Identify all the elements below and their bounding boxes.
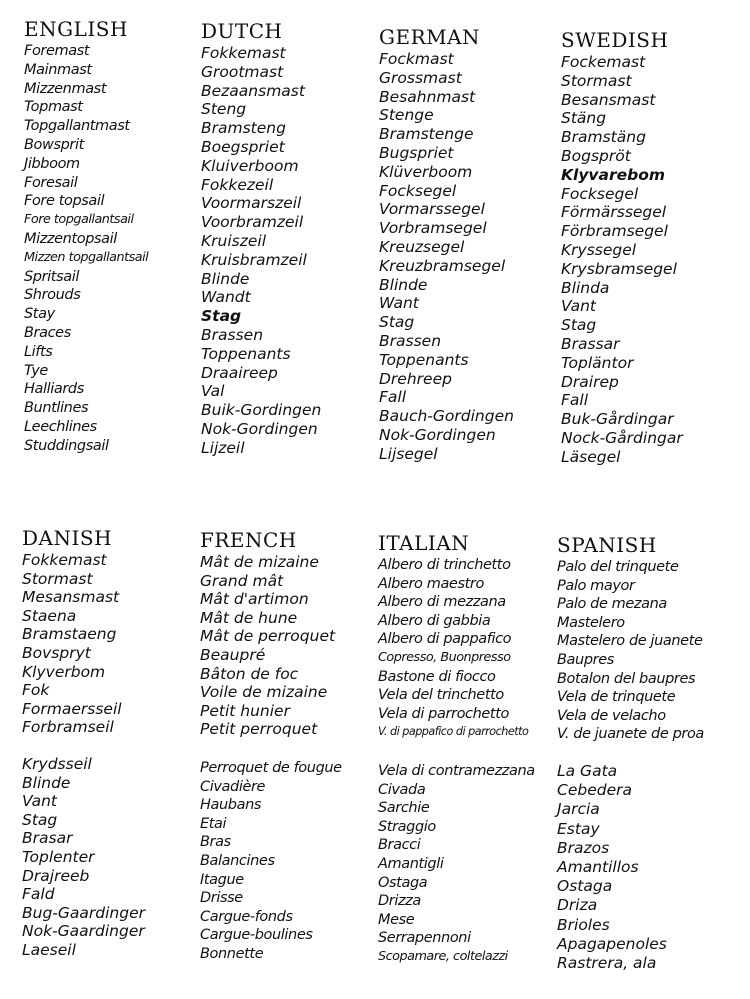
term: Spritsail bbox=[24, 268, 79, 285]
term: Brioles bbox=[557, 915, 610, 934]
term: Stag bbox=[561, 316, 597, 335]
term: Mât de hune bbox=[200, 608, 298, 627]
term: Kreuzbramsegel bbox=[379, 256, 506, 275]
term: Drehreep bbox=[379, 369, 452, 388]
term: Bras bbox=[200, 834, 231, 851]
term: Topläntor bbox=[561, 353, 634, 372]
term: Jibboom bbox=[24, 155, 80, 172]
term: Bracci bbox=[378, 837, 421, 854]
list-spanish-a bbox=[557, 558, 747, 744]
term: Vorbramsegel bbox=[379, 219, 487, 238]
term: Besahnmast bbox=[379, 87, 476, 106]
term: Albero di pappafico bbox=[378, 631, 512, 648]
term: Stag bbox=[22, 810, 58, 829]
term: Amantillos bbox=[557, 857, 639, 876]
column-dutch bbox=[201, 18, 386, 458]
term: Vela de trinquete bbox=[557, 689, 676, 706]
heading-german: GERMAN bbox=[379, 25, 481, 49]
list-english bbox=[24, 42, 209, 456]
term: Drajreeb bbox=[22, 866, 90, 885]
term: Albero di trinchetto bbox=[378, 557, 511, 573]
term: V. de juanete de proa bbox=[557, 726, 704, 743]
term: La Gata bbox=[557, 762, 618, 780]
term: Läsegel bbox=[561, 447, 621, 466]
term: Buik-Gordingen bbox=[201, 401, 322, 420]
term: Vela del trinchetto bbox=[378, 687, 504, 704]
term: Bovspryt bbox=[22, 643, 91, 662]
term: Cargue-fonds bbox=[200, 908, 293, 925]
term: Haubans bbox=[200, 797, 262, 814]
term: Vela di parrochetto bbox=[378, 705, 509, 722]
term: Boegspriet bbox=[201, 137, 285, 156]
term: Baupres bbox=[557, 651, 614, 668]
term: Buk-Gårdingar bbox=[561, 410, 674, 429]
term: Shrouds bbox=[24, 287, 81, 304]
heading-italian: ITALIAN bbox=[378, 531, 470, 555]
term: Palo de mezana bbox=[557, 596, 667, 613]
term: Estay bbox=[557, 819, 600, 838]
term: Focksegel bbox=[379, 181, 457, 200]
list-italian-b bbox=[378, 762, 535, 967]
term: Forbramseil bbox=[22, 718, 114, 737]
term: Cargue-boulines bbox=[200, 927, 313, 944]
term: Bezaansmast bbox=[201, 81, 305, 100]
column-english bbox=[24, 16, 209, 456]
term: Copresso, Buonpresso bbox=[378, 649, 511, 665]
term: Toppenants bbox=[201, 344, 291, 363]
term: Bonnette bbox=[200, 945, 264, 962]
term: Brassen bbox=[379, 331, 442, 350]
term: Etai bbox=[200, 815, 227, 832]
column-german bbox=[379, 24, 564, 464]
term: Fokkezeil bbox=[201, 175, 274, 194]
term: Voile de mizaine bbox=[200, 683, 328, 702]
term: Mizzentopsail bbox=[24, 230, 117, 247]
term: Scopamare, coltelazzi bbox=[378, 948, 508, 964]
term: Klyvarebom bbox=[561, 165, 666, 184]
term: Civadière bbox=[200, 778, 266, 795]
term: Brasar bbox=[22, 829, 73, 848]
term: Bramstenge bbox=[379, 125, 474, 144]
term: Brassen bbox=[201, 325, 264, 344]
term: Stormast bbox=[561, 71, 632, 90]
term: Krydsseil bbox=[22, 755, 92, 773]
term: Kreuzsegel bbox=[379, 237, 465, 256]
term: Jarcia bbox=[557, 800, 600, 819]
term: Fore topsail bbox=[24, 193, 105, 210]
term: Bramstaeng bbox=[22, 625, 117, 644]
list-german bbox=[379, 50, 564, 464]
term: Serrapennoni bbox=[378, 930, 471, 947]
term: Cebedera bbox=[557, 781, 632, 800]
term: Drizza bbox=[378, 893, 421, 910]
column-spanish bbox=[557, 532, 747, 972]
list-french-a bbox=[200, 553, 385, 739]
term: Fockmast bbox=[379, 50, 454, 68]
term: Formaersseil bbox=[22, 699, 122, 718]
term: Steng bbox=[201, 100, 247, 119]
term: Lijsegel bbox=[379, 444, 438, 463]
term: Stenge bbox=[379, 106, 434, 125]
term: Bramsteng bbox=[201, 119, 286, 138]
term: Stormast bbox=[22, 569, 93, 588]
term: Besansmast bbox=[561, 90, 656, 109]
term: Förbramsegel bbox=[561, 222, 668, 241]
list-italian-a bbox=[378, 556, 556, 742]
term: Vant bbox=[22, 792, 58, 811]
term: Fall bbox=[379, 388, 407, 407]
term: Bogspröt bbox=[561, 146, 631, 165]
term: Fall bbox=[561, 391, 589, 410]
heading-french: FRENCH bbox=[200, 528, 297, 552]
list-dutch bbox=[201, 44, 386, 458]
term: Straggio bbox=[378, 818, 436, 835]
column-swedish bbox=[561, 27, 746, 467]
term: Stäng bbox=[561, 109, 607, 128]
term: Sarchie bbox=[378, 800, 430, 817]
term: Vormarssegel bbox=[379, 200, 485, 219]
term: Fald bbox=[22, 885, 55, 904]
term: Bâton de foc bbox=[200, 664, 299, 683]
term: Mastelero bbox=[557, 614, 625, 631]
heading-dutch: DUTCH bbox=[201, 19, 283, 43]
term: V. di pappafico di parrochetto bbox=[378, 725, 529, 739]
term: Studdingsail bbox=[24, 437, 109, 454]
term: Apagapenoles bbox=[557, 934, 667, 953]
term: Mât de perroquet bbox=[200, 627, 336, 646]
term: Topgallantmast bbox=[24, 118, 130, 135]
term: Lijzeil bbox=[201, 438, 245, 457]
term: Focksegel bbox=[561, 184, 639, 203]
term: Mât d'artimon bbox=[200, 590, 309, 609]
term: Grand mât bbox=[200, 571, 284, 590]
column-french bbox=[200, 527, 385, 967]
term: Blinda bbox=[561, 278, 610, 297]
term: Klüverboom bbox=[379, 162, 473, 181]
term: Mizzen topgallantsail bbox=[24, 249, 149, 265]
term: Stag bbox=[379, 313, 415, 332]
term: Brazos bbox=[557, 838, 610, 857]
term: Wandt bbox=[201, 288, 251, 307]
term: Vant bbox=[561, 297, 597, 316]
term: Val bbox=[201, 382, 225, 401]
term: Petit perroquet bbox=[200, 720, 318, 739]
term: Nock-Gårdingar bbox=[561, 428, 683, 447]
term: Blinde bbox=[201, 269, 250, 288]
term: Want bbox=[379, 294, 419, 313]
term: Bastone di fiocco bbox=[378, 668, 496, 685]
term: Mese bbox=[378, 911, 415, 928]
term: Amantigli bbox=[378, 855, 444, 872]
term: Tye bbox=[24, 362, 48, 379]
list-danish-b bbox=[22, 755, 145, 960]
term: Mainmast bbox=[24, 61, 92, 78]
term: Beaupré bbox=[200, 645, 266, 664]
term: Topmast bbox=[24, 99, 83, 116]
term: Drairep bbox=[561, 372, 619, 391]
term: Botalon del baupres bbox=[557, 670, 696, 687]
term: Kryssegel bbox=[561, 240, 637, 259]
term: Draaireep bbox=[201, 363, 278, 382]
term: Blinde bbox=[379, 275, 428, 294]
list-french-b bbox=[200, 759, 342, 964]
term: Ostaga bbox=[378, 874, 428, 891]
term: Perroquet de fougue bbox=[200, 760, 342, 776]
term: Albero maestro bbox=[378, 575, 484, 592]
term: Stag bbox=[201, 307, 242, 326]
term: Palo mayor bbox=[557, 577, 635, 594]
term: Kluiverboom bbox=[201, 156, 299, 175]
term: Toppenants bbox=[379, 350, 469, 369]
term: Vela de velacho bbox=[557, 707, 666, 724]
term: Mastelero de juanete bbox=[557, 633, 703, 650]
term: Albero di gabbia bbox=[378, 612, 491, 629]
term: Balancines bbox=[200, 852, 275, 869]
term: Itague bbox=[200, 871, 244, 888]
heading-spanish: SPANISH bbox=[557, 533, 657, 557]
term: Petit hunier bbox=[200, 701, 290, 720]
term: Leechlines bbox=[24, 418, 97, 435]
term: Nok-Gordingen bbox=[201, 419, 318, 438]
term: Halliards bbox=[24, 381, 84, 398]
term: Civada bbox=[378, 781, 426, 798]
heading-swedish: SWEDISH bbox=[561, 28, 669, 52]
term: Vela di contramezzana bbox=[378, 763, 535, 779]
term: Palo del trinquete bbox=[557, 559, 679, 575]
term: Voormarszeil bbox=[201, 194, 302, 213]
heading-english: ENGLISH bbox=[24, 17, 128, 41]
term: Mât de mizaine bbox=[200, 553, 319, 571]
term: Foremast bbox=[24, 43, 90, 59]
term: Brassar bbox=[561, 334, 620, 353]
term: Bugspriet bbox=[379, 143, 454, 162]
term: Fokkemast bbox=[201, 44, 286, 62]
term: Buntlines bbox=[24, 400, 89, 417]
list-swedish bbox=[561, 53, 746, 467]
term: Kruiszeil bbox=[201, 231, 267, 250]
term: Drisse bbox=[200, 890, 243, 907]
term: Bauch-Gordingen bbox=[379, 407, 514, 426]
term: Fockemast bbox=[561, 53, 646, 71]
term: Kruisbramzeil bbox=[201, 250, 307, 269]
term: Bug-Gaardinger bbox=[22, 903, 145, 922]
term: Nok-Gordingen bbox=[379, 425, 496, 444]
term: Krysbramsegel bbox=[561, 259, 677, 278]
term: Albero di mezzana bbox=[378, 594, 506, 611]
heading-danish: DANISH bbox=[22, 526, 113, 550]
list-danish-a bbox=[22, 551, 207, 737]
term: Grootmast bbox=[201, 62, 284, 81]
term: Klyverbom bbox=[22, 662, 106, 681]
term: Toplenter bbox=[22, 847, 95, 866]
term: Fokkemast bbox=[22, 551, 107, 569]
term: Blinde bbox=[22, 773, 71, 792]
term: Förmärssegel bbox=[561, 203, 667, 222]
term: Braces bbox=[24, 324, 71, 341]
term: Stay bbox=[24, 306, 55, 323]
term: Driza bbox=[557, 896, 598, 915]
term: Laeseil bbox=[22, 940, 76, 959]
term: Fok bbox=[22, 681, 50, 700]
term: Rastrera, ala bbox=[557, 953, 657, 972]
column-danish bbox=[22, 525, 207, 965]
term: Bramstäng bbox=[561, 128, 646, 147]
term: Mesansmast bbox=[22, 588, 120, 607]
term: Fore topgallantsail bbox=[24, 212, 134, 228]
term: Mizzenmast bbox=[24, 80, 107, 97]
term: Ostaga bbox=[557, 877, 613, 896]
term: Voorbramzeil bbox=[201, 213, 304, 232]
column-italian bbox=[378, 530, 556, 970]
list-spanish-b bbox=[557, 762, 667, 973]
term: Foresail bbox=[24, 174, 78, 191]
term: Staena bbox=[22, 606, 77, 625]
term: Nok-Gaardinger bbox=[22, 922, 145, 941]
term: Lifts bbox=[24, 343, 53, 360]
term: Grossmast bbox=[379, 68, 462, 87]
term: Bowsprit bbox=[24, 136, 84, 153]
